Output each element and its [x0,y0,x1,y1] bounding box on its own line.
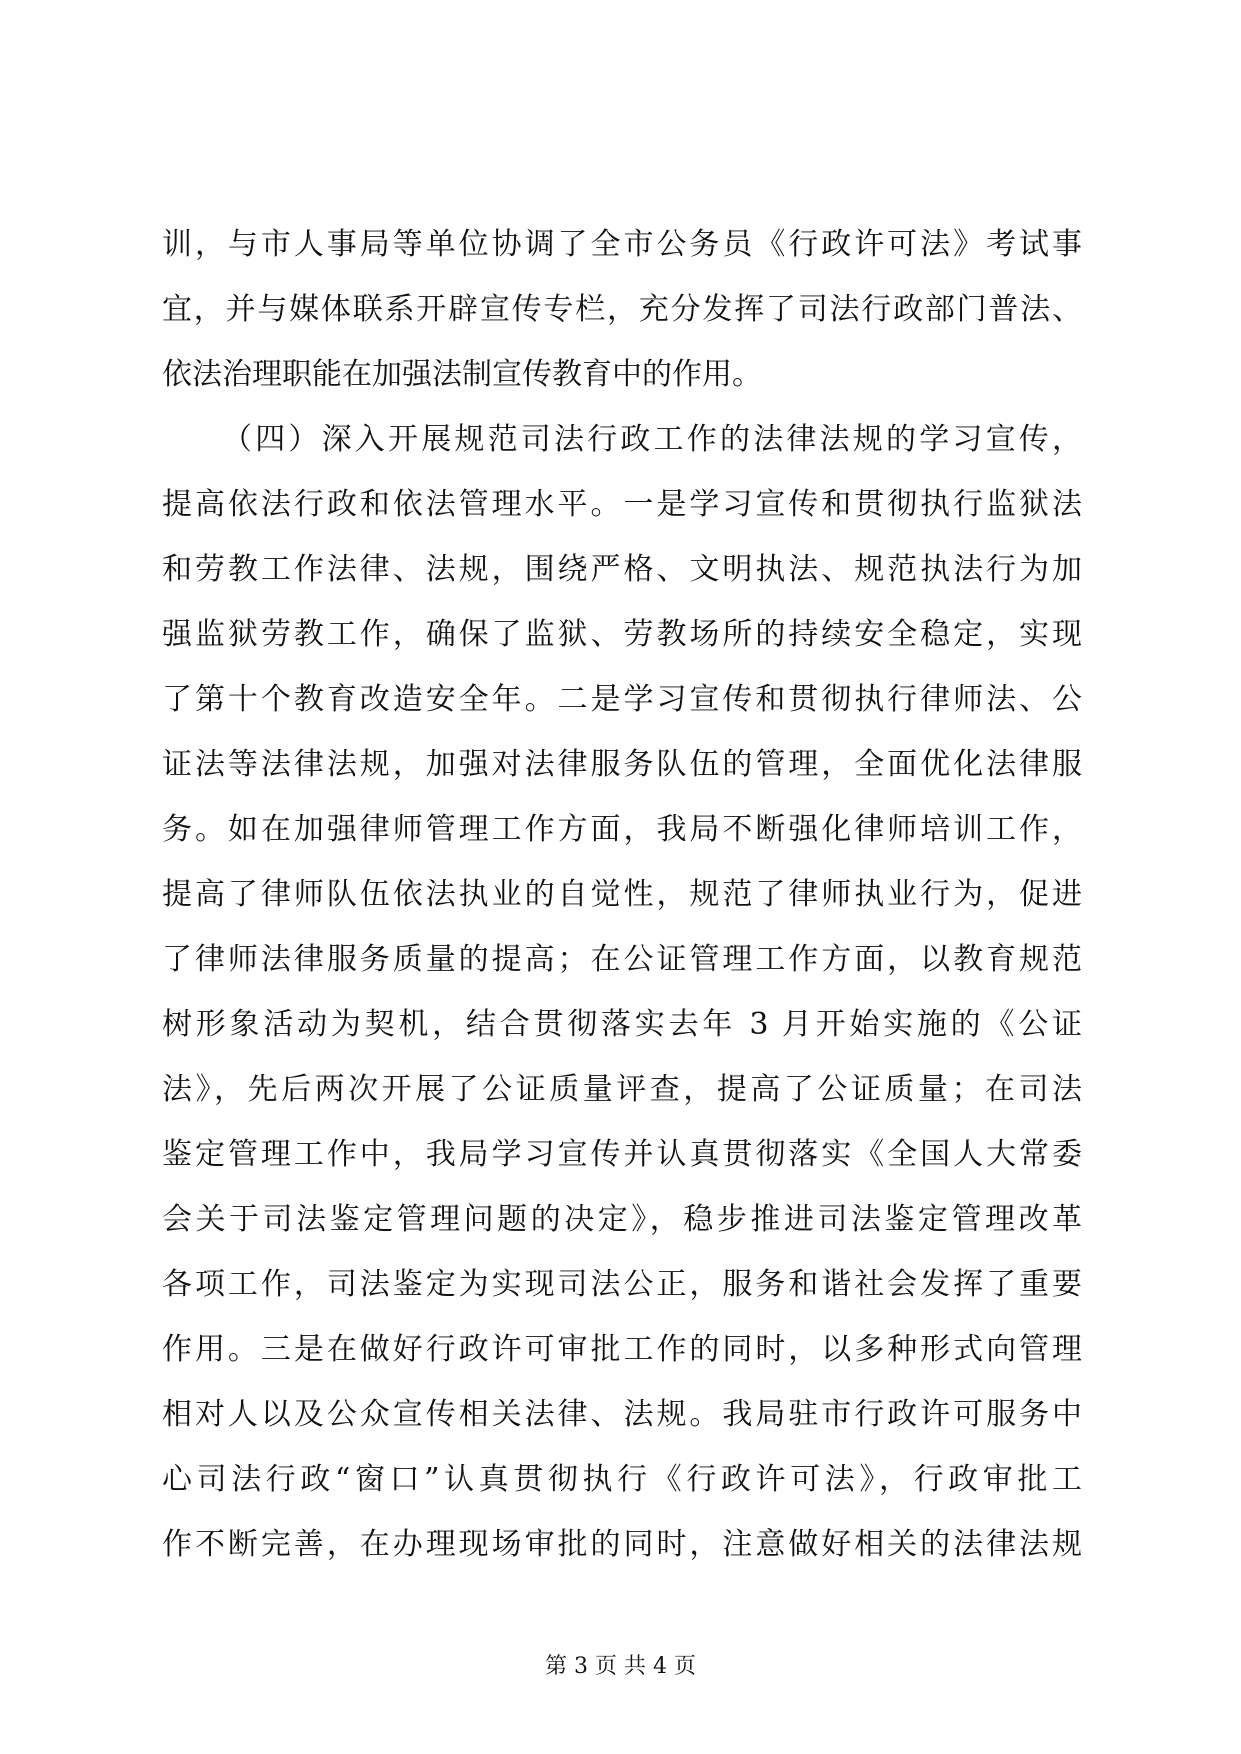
text-line: 强监狱劳教工作，确保了监狱、劳教场所的持续安全稳定，实现 [162,617,1082,652]
text-line: 训，与市人事局等单位协调了全市公务员《行政许可法》考试事 [162,227,1082,262]
text-line: 作不断完善，在办理现场审批的同时，注意做好相关的法律法规 [162,1527,1082,1562]
text-line: 鉴定管理工作中，我局学习宣传并认真贯彻落实《全国人大常委 [162,1137,1082,1172]
text-line: 了第十个教育改造安全年。二是学习宣传和贯彻执行律师法、公 [162,682,1082,717]
text-line: 和劳教工作法律、法规，围绕严格、文明执法、规范执法行为加 [162,552,1082,587]
text-line: 务。如在加强律师管理工作方面，我局不断强化律师培训工作， [162,812,1082,847]
text-line: 相对人以及公众宣传相关法律、法规。我局驻市行政许可服务中 [162,1397,1082,1432]
text-line: 各项工作，司法鉴定为实现司法公正，服务和谐社会发挥了重要 [162,1267,1082,1302]
text-line: 了律师法律服务质量的提高；在公证管理工作方面，以教育规范 [162,942,1082,977]
text-line: 心司法行政“窗口”认真贯彻执行《行政许可法》，行政审批工 [162,1462,1082,1497]
page-number-footer: 第 3 页 共 4 页 [545,1654,696,1679]
text-line: 证法等法律法规，加强对法律服务队伍的管理，全面优化法律服 [162,747,1082,782]
text-line: 作用。三是在做好行政许可审批工作的同时，以多种形式向管理 [162,1332,1082,1367]
text-line: 提高依法行政和依法管理水平。一是学习宣传和贯彻执行监狱法 [162,487,1082,522]
text-line: 法》，先后两次开展了公证质量评查，提高了公证质量；在司法 [162,1072,1082,1107]
text-line: 会关于司法鉴定管理问题的决定》，稳步推进司法鉴定管理改革 [162,1202,1082,1237]
text-line: 宜，并与媒体联系开辟宣传专栏，充分发挥了司法行政部门普法、 [162,292,1082,327]
text-line: 树形象活动为契机，结合贯彻落实去年 3 月开始实施的《公证 [162,1007,1082,1042]
text-line: （四）深入开展规范司法行政工作的法律法规的学习宣传， [222,422,1082,457]
text-line: 依法治理职能在加强法制宣传教育中的作用。 [162,357,762,392]
text-line: 提高了律师队伍依法执业的自觉性，规范了律师执业行为，促进 [162,877,1082,912]
